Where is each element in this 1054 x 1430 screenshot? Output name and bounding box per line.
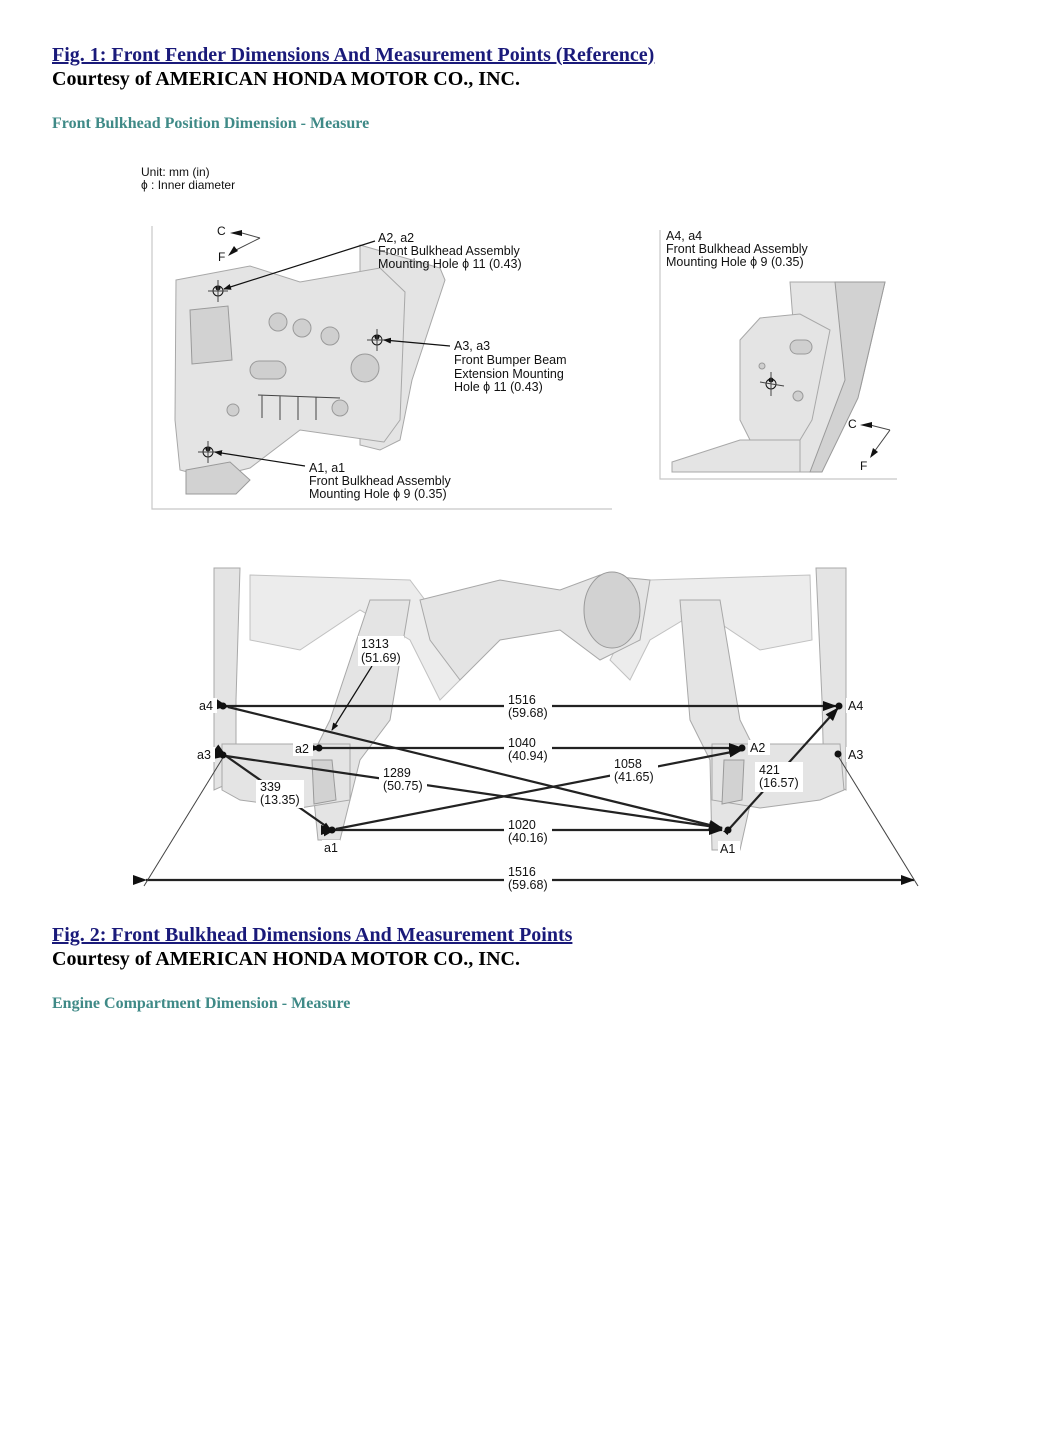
svg-text:Front Bulkhead Assembly: Front Bulkhead Assembly [666,242,808,256]
label-a1: a1 [324,841,338,855]
svg-text:(51.69): (51.69) [361,651,401,665]
fig2-courtesy: Courtesy of AMERICAN HONDA MOTOR CO., INC. [52,948,520,970]
svg-text:1516: 1516 [508,693,536,707]
point-A1 [725,827,732,834]
dim-label-1289 [379,766,427,794]
bulkhead-bracket-illustration [175,245,445,494]
direction-indicator-right [848,417,890,473]
dim-label-1020 [504,817,552,845]
svg-text:421: 421 [759,763,780,777]
svg-text:(41.65): (41.65) [614,770,654,784]
dim-label-1516-top [504,693,552,721]
direction-f-label: F [218,250,226,264]
svg-text:(59.68): (59.68) [508,878,548,892]
svg-text:A2, a2: A2, a2 [378,231,415,245]
point-a1 [329,827,336,834]
fig1-courtesy: Courtesy of AMERICAN HONDA MOTOR CO., INC. [52,68,520,90]
label-a4: a4 [199,699,213,713]
section-heading-front-bulkhead-position: Front Bulkhead Position Dimension - Measure [52,115,370,132]
dim-label-339 [256,780,304,808]
label-a2: a2 [295,742,309,756]
fig2-title-link[interactable]: Fig. 2: Front Bulkhead Dimensions And Measurement Points [52,924,573,946]
point-A4 [836,703,843,710]
unit-legend [141,165,235,192]
svg-text:(13.35): (13.35) [260,793,300,807]
fig1-title-link[interactable]: Fig. 1: Front Fender Dimensions And Measurement Points (Reference) [52,44,655,66]
point-a3 [220,752,227,759]
svg-text:1020: 1020 [508,818,536,832]
callout-a4 [666,229,808,269]
svg-text:Front Bulkhead Assembly: Front Bulkhead Assembly [309,474,451,488]
svg-text:339: 339 [260,780,281,794]
direction-f-label-right: F [860,459,868,473]
svg-text:1516: 1516 [508,865,536,879]
svg-text:Extension Mounting: Extension Mounting [454,367,564,381]
dim-label-1313 [358,636,404,666]
svg-text:1289: 1289 [383,766,411,780]
unit-text: Unit: mm (in) [141,165,210,179]
phi-legend-text: ϕ : Inner diameter [141,178,236,192]
label-A2: A2 [750,741,766,755]
direction-indicator-left [217,224,260,264]
svg-text:Hole ϕ 11 (0.43): Hole ϕ 11 (0.43) [454,380,543,394]
label-A4: A4 [848,699,864,713]
dim-label-1516-bottom [504,865,552,893]
extension-line-a3 [144,756,224,886]
label-A3: A3 [848,748,864,762]
svg-text:(50.75): (50.75) [383,779,423,793]
direction-c-label-right: C [848,417,857,431]
svg-text:A1, a1: A1, a1 [309,461,346,475]
point-A2 [739,745,746,752]
label-A1: A1 [720,842,736,856]
svg-text:1313: 1313 [361,637,389,651]
section-heading-engine-compartment: Engine Compartment Dimension - Measure [52,995,351,1012]
point-a4 [220,703,227,710]
svg-text:Mounting Hole ϕ 9 (0.35): Mounting Hole ϕ 9 (0.35) [309,487,447,501]
svg-text:Mounting Hole ϕ 9 (0.35): Mounting Hole ϕ 9 (0.35) [666,255,804,269]
svg-text:A3, a3: A3, a3 [454,339,491,353]
point-a2 [316,745,323,752]
direction-c-label: C [217,224,226,238]
svg-text:Front Bumper Beam: Front Bumper Beam [454,353,567,367]
svg-text:Front Bulkhead Assembly: Front Bulkhead Assembly [378,244,520,258]
svg-text:1058: 1058 [614,757,642,771]
svg-text:(40.16): (40.16) [508,831,548,845]
extension-line-A3 [838,756,918,886]
svg-text:Mounting Hole ϕ 11 (0.43): Mounting Hole ϕ 11 (0.43) [378,257,522,271]
dim-label-421 [755,762,803,792]
svg-text:(16.57): (16.57) [759,776,799,790]
bulkhead-upper-illustration [672,282,885,472]
svg-text:1040: 1040 [508,736,536,750]
point-A3 [835,751,842,758]
dim-label-1040 [504,736,552,764]
dim-label-1058 [610,757,658,785]
svg-text:(40.94): (40.94) [508,749,548,763]
svg-text:A4, a4: A4, a4 [666,229,703,243]
label-a3: a3 [197,748,211,762]
svg-text:(59.68): (59.68) [508,706,548,720]
